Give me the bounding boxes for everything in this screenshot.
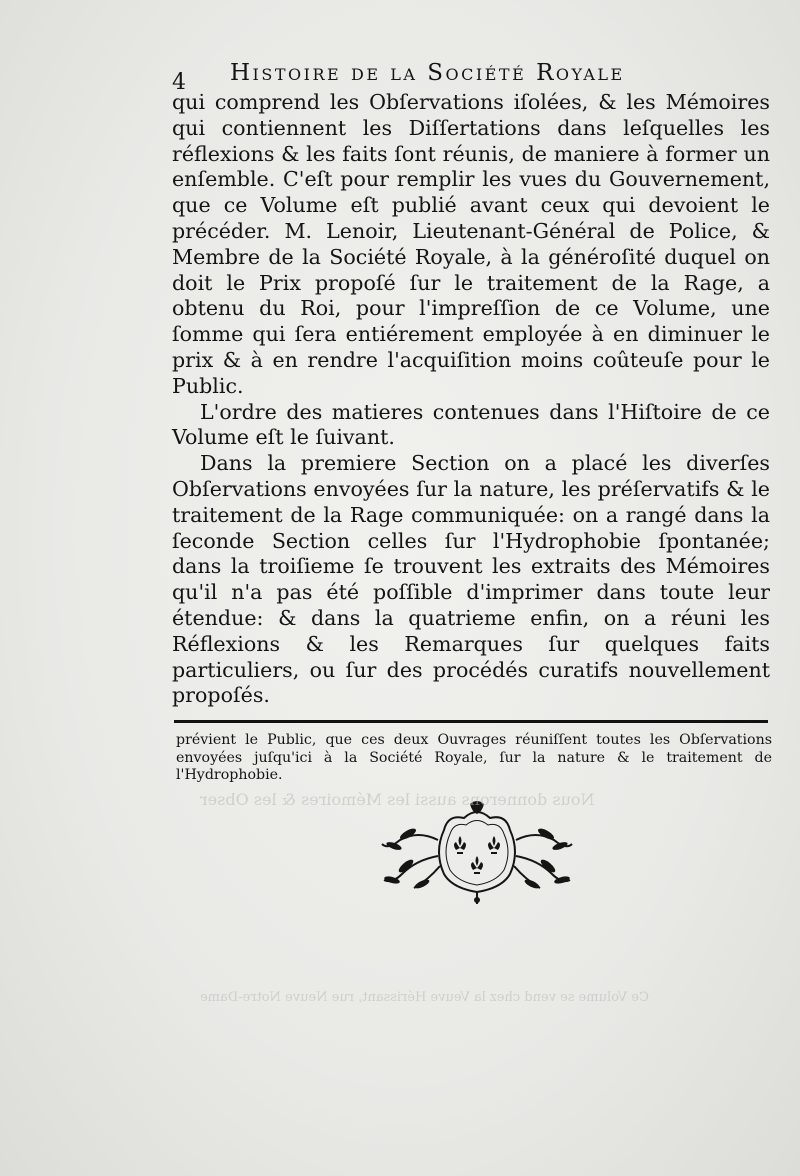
- footnote: prévient le Public, que ces deux Ouvrages réuniſſent toutes les Obſervations envoyées juſqu'ici à la Société Royale, ſur la nature & le traitement de l'Hydrophobie.: [176, 732, 772, 783]
- paragraph-2: L'ordre des matieres contenues dans l'Hiſtoire de ce Volume eſt le ſuivant.: [172, 399, 770, 450]
- bleed-through-2: Ce Volume se vend chez la Veuve Hérissant, rue Neuve Notre-Dame: [200, 990, 649, 1005]
- bleed-through-1: Nous donnerons aussi les Mémoires & les Obser: [200, 790, 595, 809]
- page-number: 4: [172, 70, 188, 95]
- fleur-de-lis-cartouche-ornament-icon: [378, 800, 576, 906]
- running-title: Histoire de la Société Royale: [230, 60, 625, 86]
- main-text: [172, 90, 770, 709]
- footnote-rule: [174, 720, 768, 723]
- paragraph-1: qui comprend les Obſervations iſolées, & les Mémoires qui contiennent les Diſſertations dans leſquelles les réflexions & les faits ſont réunis, de maniere à former un enſemble. C'eſt pour remplir les vues du Gouvernement, que ce Volume eſt publié avant ceux qui devoient le précéder. M. Lenoir, Lieutenant-Général de Police, & Membre de la Société Royale, à la généroſité duquel on doit le Prix propoſé ſur le traitement de la Rage, a obtenu du Roi, pour l'impreſſion de ce Volume, une ſomme qui ſera entiérement employée à en diminuer le prix & à en rendre l'acquiſition moins coûteuſe pour le Public.: [172, 90, 770, 398]
- page-header: [172, 58, 772, 95]
- paragraph-3: Dans la premiere Section on a placé les diverſes Obſervations envoyées ſur la nature, les préſervatifs & le traitement de la Rage communiquée: on a rangé dans la ſeconde Section celles ſur l'Hydrophobie ſpontanée; dans la troiſieme ſe trouvent les extraits des Mémoires qu'il n'a pas été poſſible d'imprimer dans toute leur étendue: & dans la quatrieme enfin, on a réuni les Réflexions & les Remarques ſur quelques faits particuliers, ou ſur des procédés curatifs nouvellement propoſés.: [172, 451, 770, 708]
